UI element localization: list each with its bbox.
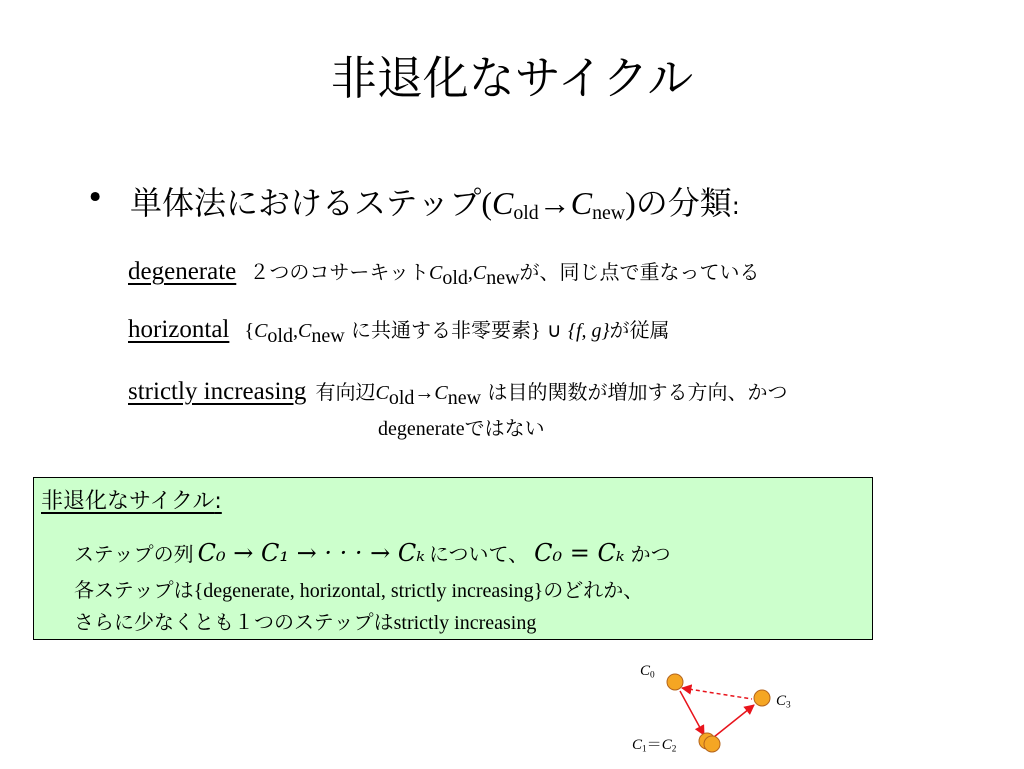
arrow-c3-to-c0 xyxy=(682,688,752,699)
definition-horizontal xyxy=(128,314,670,347)
node-c3 xyxy=(754,690,770,706)
heading-colon: : xyxy=(731,192,740,220)
heading-old-sub: old xyxy=(513,201,539,224)
box-title-colon: : xyxy=(214,489,222,514)
definition-strictly-increasing xyxy=(128,376,788,409)
box-title xyxy=(41,484,222,515)
box-line1-post: かつ xyxy=(630,542,671,566)
strictly-arrow: → xyxy=(414,382,435,404)
heading-c-old: C xyxy=(492,185,514,221)
heading-c-new: C xyxy=(570,185,593,221)
slide-title: 非退化なサイクル xyxy=(330,51,694,105)
box-line2-post: のどれか、 xyxy=(543,578,644,602)
definition-box xyxy=(33,477,873,640)
strictly-c-old: C xyxy=(375,382,389,404)
box-title-text: 非退化なサイクル xyxy=(41,489,215,514)
horizontal-desc-post: が従属 xyxy=(609,318,670,342)
heading-suffix: の分類 xyxy=(635,184,732,222)
heading-paren-close: ) xyxy=(625,185,636,221)
box-line-2 xyxy=(74,574,643,603)
label-c0-sub: 0 xyxy=(650,670,655,681)
degenerate-c-new: C xyxy=(472,262,487,284)
horizontal-desc xyxy=(244,318,670,347)
box-line1-mid: について、 xyxy=(428,542,529,566)
label-c2-sub: 2 xyxy=(671,744,677,755)
node-c2 xyxy=(704,736,720,752)
horizontal-c-new: C xyxy=(297,320,312,342)
degenerate-c-old: C xyxy=(428,262,443,284)
label-c0-letter: C xyxy=(640,663,651,679)
term-horizontal: horizontal xyxy=(128,316,230,343)
horizontal-c-old: C xyxy=(254,320,268,342)
label-c1-sub: 1 xyxy=(642,744,647,755)
degenerate-comma: , xyxy=(467,262,473,284)
label-c1-letter: C xyxy=(632,737,643,753)
strictly-desc-pre: 有向辺 xyxy=(315,380,376,404)
strictly-increasing-desc xyxy=(315,380,788,409)
box-line1-pre: ステップの列 xyxy=(74,542,194,566)
strictly-new-sub: new xyxy=(447,387,482,409)
strictly-desc-post: は目的関数が増加する方向、かつ xyxy=(481,380,788,404)
degenerate-desc xyxy=(249,260,760,289)
label-equals: ＝ xyxy=(646,737,662,753)
strictly-line2-term: degenerate xyxy=(378,418,465,440)
label-c3 xyxy=(776,693,791,710)
horizontal-union: ∪ xyxy=(540,318,568,342)
arrow-c0-to-c1 xyxy=(680,691,704,735)
strictly-c-new: C xyxy=(434,382,448,404)
label-c1-eq-c2 xyxy=(632,733,676,754)
bullet-symbol: • xyxy=(86,180,105,216)
bullet-heading xyxy=(130,178,740,224)
horizontal-brace-open: { xyxy=(244,320,255,342)
box-line3-term: strictly increasing xyxy=(393,612,537,634)
heading-new-sub: new xyxy=(592,201,626,224)
degenerate-desc-post: が、同じ点で重なっている xyxy=(519,260,760,284)
label-c3-letter: C xyxy=(776,693,787,709)
term-strictly-increasing: strictly increasing xyxy=(128,378,307,405)
box-line-3 xyxy=(74,606,536,635)
horizontal-new-sub: new xyxy=(311,325,345,347)
horizontal-fg-set: {f, g} xyxy=(567,320,610,342)
horizontal-old-sub: old xyxy=(267,325,293,347)
degenerate-new-sub: new xyxy=(486,267,520,289)
horizontal-desc-mid: に共通する非零要素 xyxy=(344,318,531,342)
box-line2-pre: 各ステップは xyxy=(74,578,194,602)
horizontal-comma: , xyxy=(292,320,298,342)
box-line3-pre: さらに少なくとも１つのステップは xyxy=(74,610,394,634)
heading-arrow: → xyxy=(538,185,571,221)
term-degenerate: degenerate xyxy=(128,258,237,285)
node-c0 xyxy=(667,674,683,690)
heading-paren-open: ( xyxy=(481,185,493,221)
cycle-diagram xyxy=(600,655,800,765)
box-cycle-condition: C₀ = Cₖ xyxy=(534,539,625,567)
arrow-c2-to-c3 xyxy=(714,705,754,737)
degenerate-old-sub: old xyxy=(442,267,468,289)
box-step-sequence: C₀ → C₁ → · · · → Cₖ xyxy=(197,539,425,567)
cycle-diagram-svg xyxy=(600,655,800,765)
label-c3-sub: 3 xyxy=(786,700,791,711)
definition-degenerate xyxy=(128,256,760,289)
box-line-1 xyxy=(74,538,671,567)
strictly-increasing-desc-line2 xyxy=(378,412,545,441)
degenerate-desc-pre: ２つのコサーキット xyxy=(249,260,429,284)
box-line2-set: {degenerate, horizontal, strictly increasing} xyxy=(193,580,544,602)
strictly-old-sub: old xyxy=(388,387,415,409)
label-c0 xyxy=(640,663,655,680)
horizontal-brace-close: } xyxy=(531,320,541,342)
label-c2-letter: C xyxy=(661,737,672,753)
heading-text: 単体法におけるステップ xyxy=(130,184,482,222)
strictly-line2-post: ではない xyxy=(464,416,545,440)
